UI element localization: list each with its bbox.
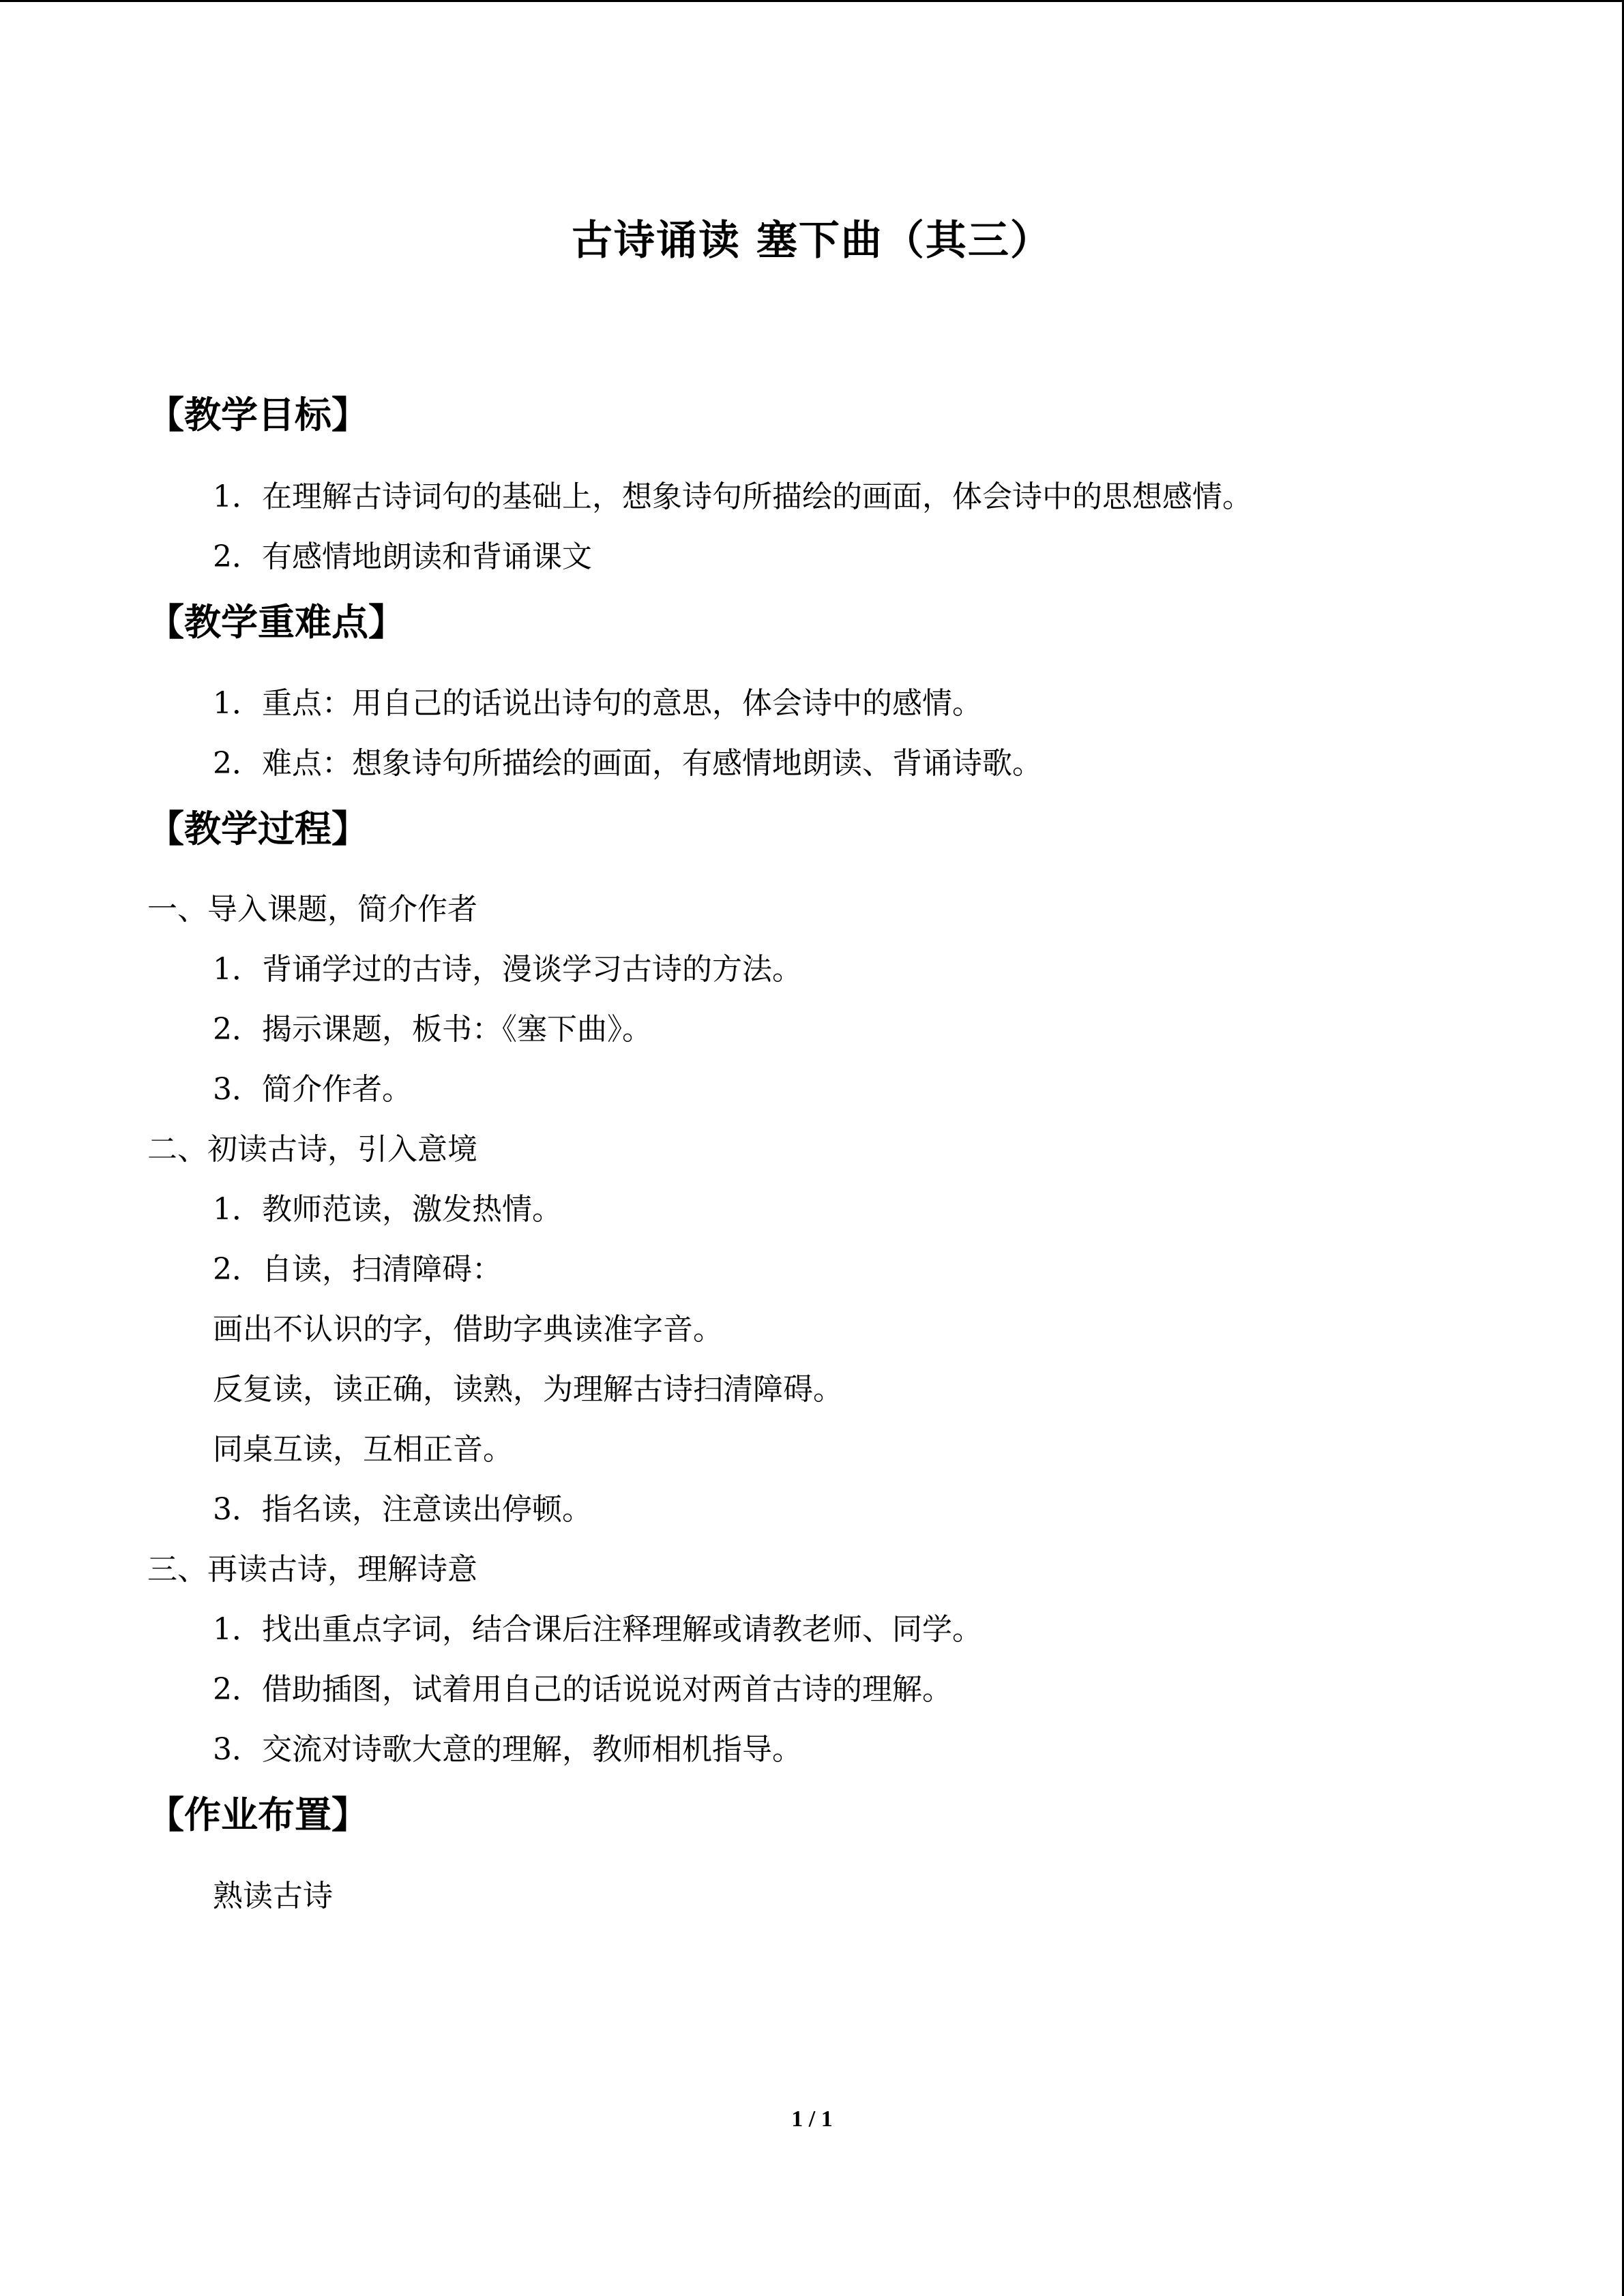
homework-item: 熟读古诗 — [213, 1879, 333, 1913]
section-heading-key-points: 【教学重难点】 — [147, 600, 405, 644]
process-part-title: 三、再读古诗，理解诗意 — [147, 1552, 477, 1587]
process-item: 3．交流对诗歌大意的理解，教师相机指导。 — [213, 1732, 802, 1767]
process-item: 1．教师范读，激发热情。 — [213, 1192, 562, 1227]
process-item: 3．简介作者。 — [213, 1072, 412, 1107]
process-item: 1．背诵学过的古诗，漫谈学习古诗的方法。 — [213, 952, 802, 987]
process-item: 同桌互读，互相正音。 — [213, 1432, 513, 1467]
process-part-title: 二、初读古诗，引入意境 — [147, 1132, 477, 1167]
section-heading-homework: 【作业布置】 — [147, 1793, 368, 1836]
process-item: 2．揭示课题，板书：《塞下曲》。 — [213, 1012, 652, 1047]
page-number: 1 / 1 — [791, 2106, 833, 2132]
process-item: 3．指名读，注意读出停顿。 — [213, 1492, 592, 1527]
process-item: 画出不认识的字，借助字典读准字音。 — [213, 1312, 723, 1347]
goal-item: 2．有感情地朗读和背诵课文 — [213, 539, 592, 574]
process-item: 2．自读，扫清障碍： — [213, 1252, 502, 1287]
process-item: 反复读，读正确，读熟，为理解古诗扫清障碍。 — [213, 1372, 843, 1407]
page-title: 古诗诵读 塞下曲（其三） — [572, 217, 1052, 265]
key-point-item: 2．难点：想象诗句所描绘的画面，有感情地朗读、背诵诗歌。 — [213, 746, 1042, 781]
key-point-item: 1．重点：用自己的话说出诗句的意思，体会诗中的感情。 — [213, 686, 982, 721]
process-item: 1．找出重点字词，结合课后注释理解或请教老师、同学。 — [213, 1612, 982, 1647]
section-heading-process: 【教学过程】 — [147, 807, 368, 850]
process-part-title: 一、导入课题，简介作者 — [147, 892, 477, 927]
goal-item: 1．在理解古诗词句的基础上，想象诗句所描绘的画面，体会诗中的思想感情。 — [213, 479, 1252, 514]
process-item: 2．借助插图，试着用自己的话说说对两首古诗的理解。 — [213, 1672, 952, 1707]
section-heading-goals: 【教学目标】 — [147, 393, 368, 436]
